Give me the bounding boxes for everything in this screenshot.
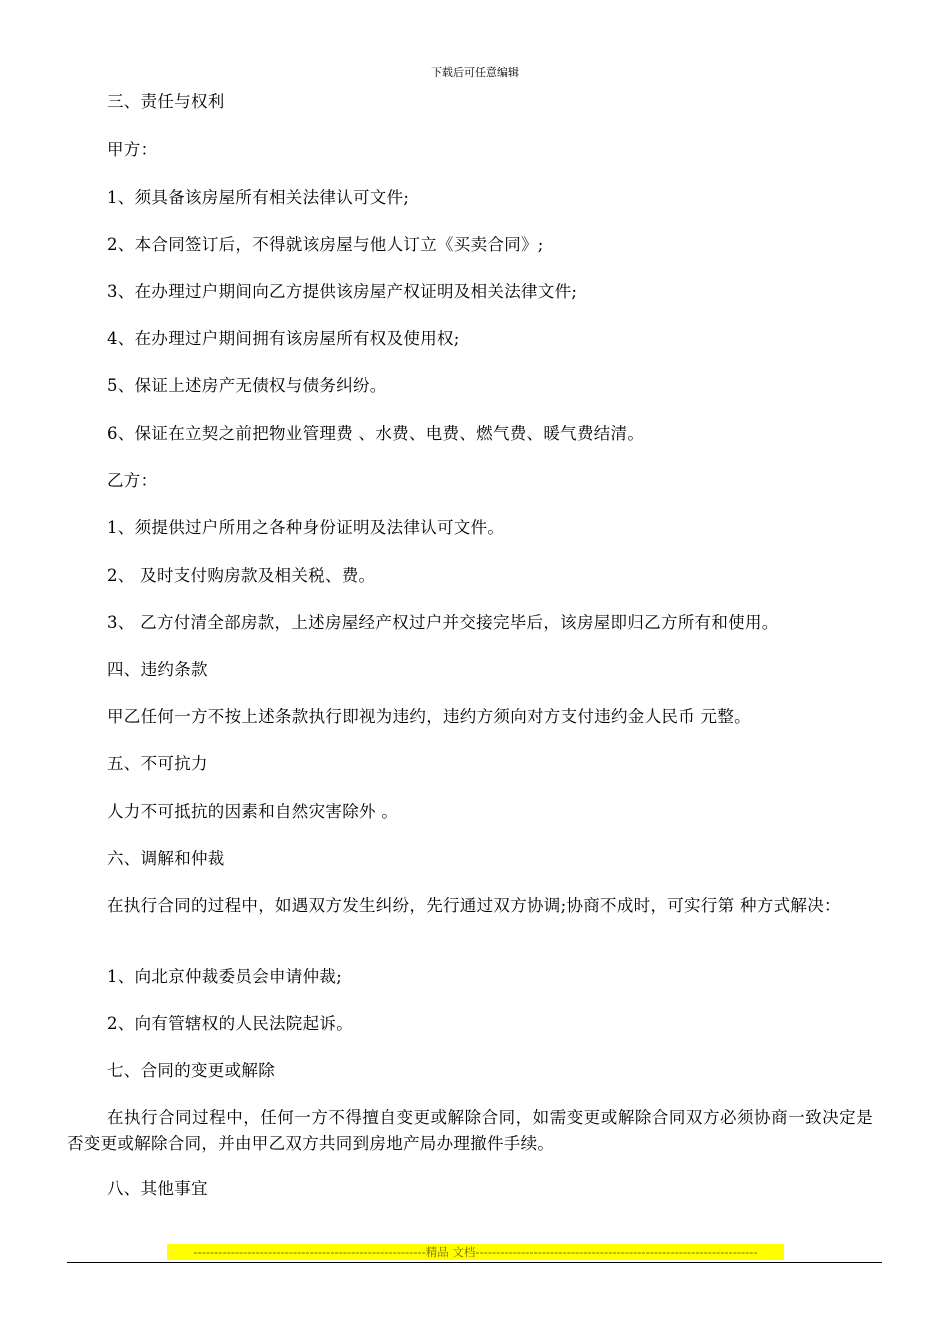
party-a-label: 甲方： (107, 140, 158, 159)
section-4-text: 甲乙任何一方不按上述条款执行即视为违约，违约方须向对方支付违约金人民币 元整。 (107, 707, 751, 726)
section-8-heading: 八、其他事宜 (107, 1179, 208, 1198)
section-5-text: 人力不可抵抗的因素和自然灾害除外 。 (107, 802, 399, 821)
footer-divider (67, 1262, 882, 1263)
section-7-heading: 七、合同的变更或解除 (107, 1061, 275, 1080)
section-4-heading: 四、违约条款 (107, 660, 208, 679)
section-6-paragraph: 在执行合同的过程中，如遇双方发生纠纷，先行通过双方协调;协商不成时，可实行第 种方式解决： (107, 896, 841, 915)
party-a-item-1: 1、须具备该房屋所有相关法律认可文件; (107, 188, 410, 207)
party-b-label: 乙方： (107, 471, 158, 490)
footer-banner: --------------------------------------------------------精品 文档-------------------------------------------------------------------- (167, 1244, 784, 1260)
section-6-heading: 六、调解和仲裁 (107, 849, 225, 868)
party-a-item-5: 5、保证上述房产无债权与债务纠纷。 (107, 376, 387, 395)
party-a-item-4: 4、在办理过户期间拥有该房屋所有权及使用权; (107, 329, 460, 348)
party-a-item-6: 6、保证在立契之前把物业管理费 、水费、电费、燃气费、暖气费结清。 (107, 424, 645, 443)
section-7-paragraph: 在执行合同过程中，任何一方不得擅自变更或解除合同，如需变更或解除合同双方必须协商一致决定是否变更或解除合同，并由甲乙双方共同到房地产局办理撤件手续。 (67, 1108, 873, 1153)
section-5-heading: 五、不可抗力 (107, 754, 208, 773)
party-b-item-1: 1、须提供过户所用之各种身份证明及法律认可文件。 (107, 518, 505, 537)
party-b-item-3: 3、 乙方付清全部房款，上述房屋经产权过户并交接完毕后，该房屋即归乙方所有和使用。 (107, 613, 779, 632)
party-a-item-3: 3、在办理过户期间向乙方提供该房屋产权证明及相关法律文件; (107, 282, 578, 301)
section-3-heading: 三、责任与权利 (107, 92, 225, 111)
party-a-item-2: 2、本合同签订后，不得就该房屋与他人订立《买卖合同》; (107, 235, 544, 254)
section-6-item-2: 2、向有管辖权的人民法院起诉。 (107, 1014, 353, 1033)
header-note: 下载后可任意编辑 (431, 66, 519, 79)
party-b-item-2: 2、 及时支付购房款及相关税、费。 (107, 566, 376, 585)
section-6-item-1: 1、向北京仲裁委员会申请仲裁; (107, 967, 343, 986)
